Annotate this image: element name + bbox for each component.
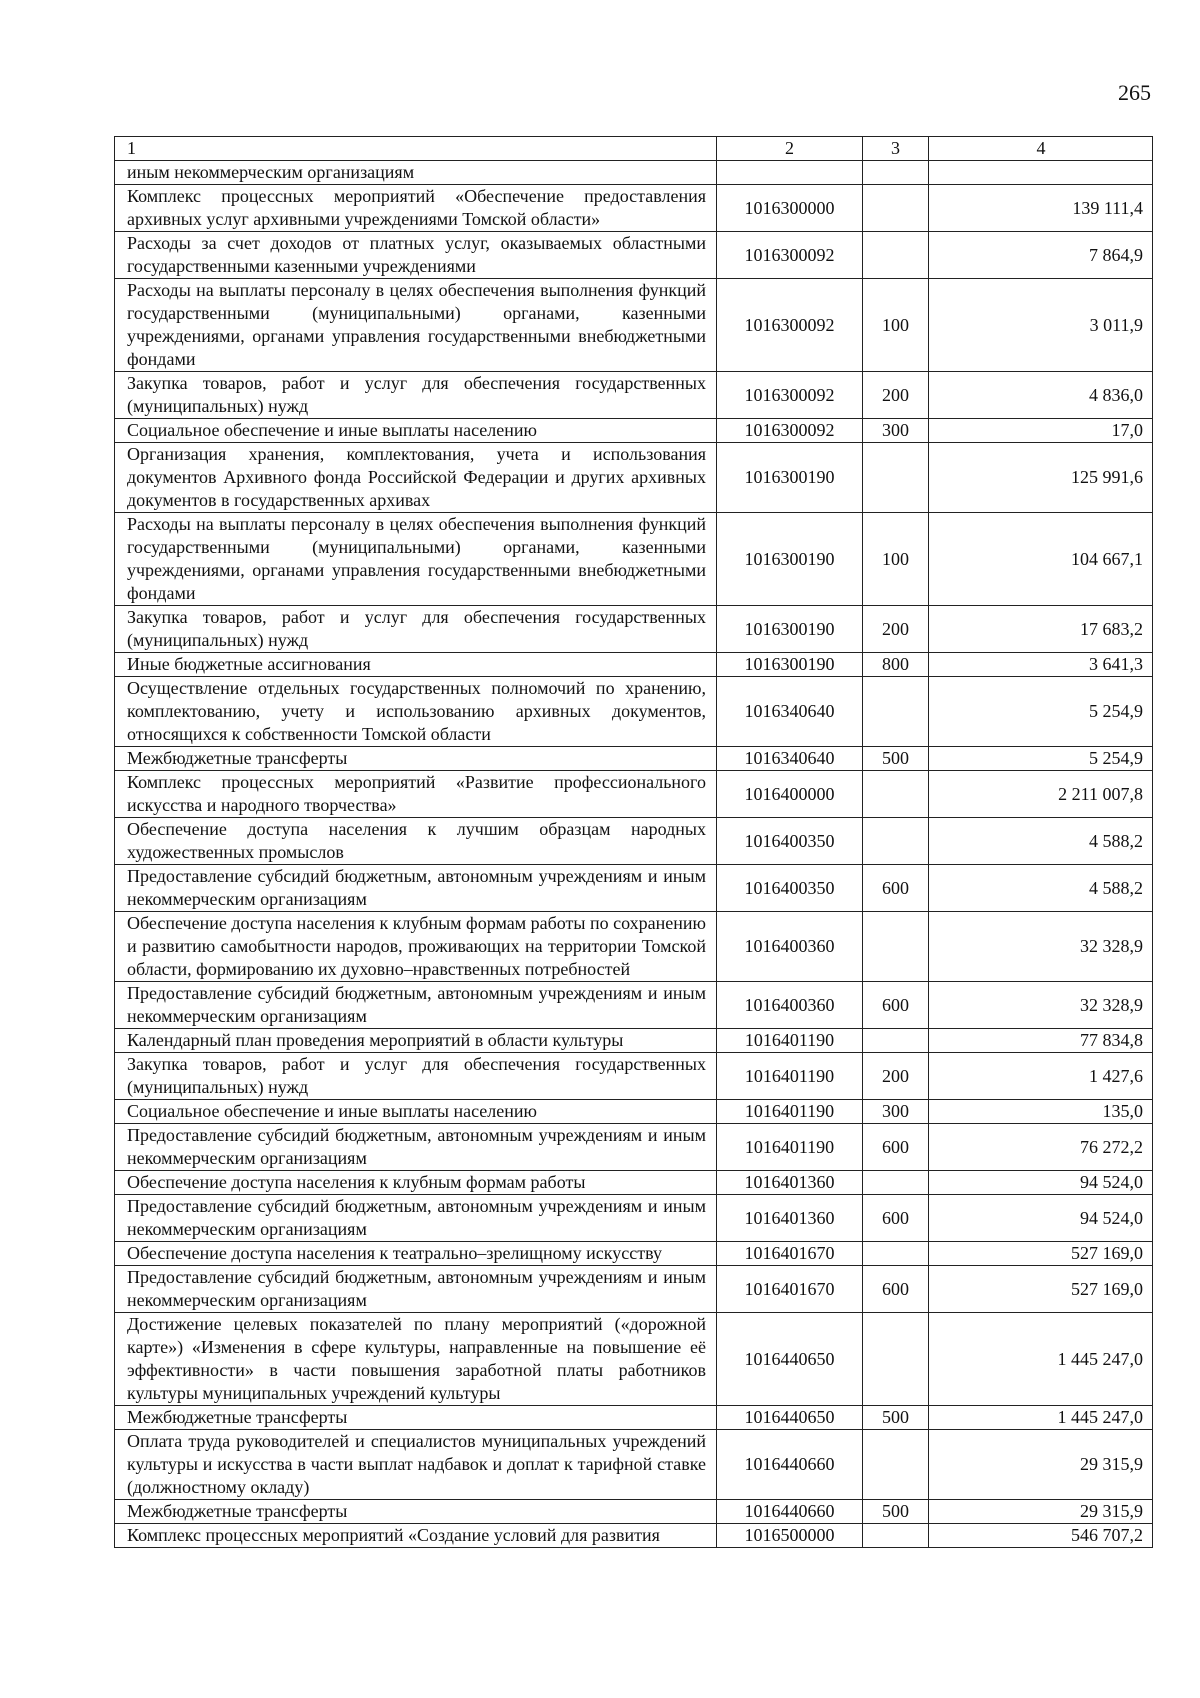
table-row (115, 747, 1153, 771)
item-name-cell: Оплата труда руководителей и специалистов муниципальных учреждений культуры и искусства в части выплат надбавок и доплат к тарифной ставке (должностному окладу) (115, 1430, 717, 1500)
table-row (115, 1124, 1153, 1171)
table-header-row (115, 137, 1153, 161)
item-name-cell: Расходы на выплаты персоналу в целях обеспечения выполнения функций государственными (муниципальными) органами, казенными учреждениями, органами управления государственными внебюджетными фондами (115, 513, 717, 606)
target-code-cell: 1016401190 (717, 1029, 863, 1053)
expense-type-cell: 300 (863, 419, 929, 443)
expense-type-cell: 100 (863, 513, 929, 606)
target-code-cell: 1016300190 (717, 513, 863, 606)
target-code-cell: 1016440650 (717, 1406, 863, 1430)
table-row (115, 982, 1153, 1029)
column-header-3: 3 (863, 137, 929, 161)
table-row (115, 1171, 1153, 1195)
amount-cell: 17 683,2 (929, 606, 1153, 653)
expense-type-cell: 100 (863, 279, 929, 372)
expense-type-cell (863, 1524, 929, 1548)
expense-type-cell (863, 1242, 929, 1266)
target-code-cell: 1016440660 (717, 1430, 863, 1500)
item-name-cell: Межбюджетные трансферты (115, 1500, 717, 1524)
item-name-cell: Календарный план проведения мероприятий в области культуры (115, 1029, 717, 1053)
target-code-cell: 1016300092 (717, 232, 863, 279)
expense-type-cell: 600 (863, 982, 929, 1029)
item-name-cell: Межбюджетные трансферты (115, 1406, 717, 1430)
target-code-cell: 1016401190 (717, 1100, 863, 1124)
amount-cell: 7 864,9 (929, 232, 1153, 279)
target-code-cell: 1016300092 (717, 372, 863, 419)
amount-cell: 32 328,9 (929, 912, 1153, 982)
table-row (115, 513, 1153, 606)
item-name-cell: Организация хранения, комплектования, учета и использования документов Архивного фонда Российской Федерации и других архивных документов в государственных архивах (115, 443, 717, 513)
table-row (115, 677, 1153, 747)
target-code-cell (717, 161, 863, 185)
amount-cell: 4 588,2 (929, 865, 1153, 912)
expense-type-cell: 200 (863, 606, 929, 653)
item-name-cell: Комплекс процессных мероприятий «Создание условий для развития (115, 1524, 717, 1548)
target-code-cell: 1016300000 (717, 185, 863, 232)
amount-cell: 5 254,9 (929, 747, 1153, 771)
table-row (115, 1524, 1153, 1548)
table-row (115, 912, 1153, 982)
item-name-cell: Социальное обеспечение и иные выплаты населению (115, 1100, 717, 1124)
target-code-cell: 1016300092 (717, 419, 863, 443)
amount-cell: 17,0 (929, 419, 1153, 443)
expense-type-cell: 500 (863, 747, 929, 771)
target-code-cell: 1016300190 (717, 443, 863, 513)
expense-type-cell: 600 (863, 865, 929, 912)
amount-cell: 3 641,3 (929, 653, 1153, 677)
target-code-cell: 1016401670 (717, 1266, 863, 1313)
column-header-4: 4 (929, 137, 1153, 161)
amount-cell: 527 169,0 (929, 1266, 1153, 1313)
amount-cell: 2 211 007,8 (929, 771, 1153, 818)
amount-cell: 76 272,2 (929, 1124, 1153, 1171)
item-name-cell: Обеспечение доступа населения к клубным формам работы (115, 1171, 717, 1195)
amount-cell: 1 427,6 (929, 1053, 1153, 1100)
item-name-cell: Обеспечение доступа населения к театрально–зрелищному искусству (115, 1242, 717, 1266)
column-header-2: 2 (717, 137, 863, 161)
target-code-cell: 1016340640 (717, 677, 863, 747)
amount-cell: 4 588,2 (929, 818, 1153, 865)
expense-type-cell (863, 232, 929, 279)
table-row (115, 865, 1153, 912)
table-row (115, 1053, 1153, 1100)
table-row (115, 1242, 1153, 1266)
table-row (115, 1313, 1153, 1406)
budget-table (114, 136, 1153, 1548)
expense-type-cell (863, 1171, 929, 1195)
target-code-cell: 1016340640 (717, 747, 863, 771)
item-name-cell: Расходы на выплаты персоналу в целях обеспечения выполнения функций государственными (муниципальными) органами, казенными учреждениями, органами управления государственными внебюджетными фондами (115, 279, 717, 372)
table-row (115, 1430, 1153, 1500)
table-row (115, 606, 1153, 653)
column-header-1: 1 (115, 137, 717, 161)
amount-cell: 546 707,2 (929, 1524, 1153, 1548)
table-row (115, 653, 1153, 677)
amount-cell: 139 111,4 (929, 185, 1153, 232)
target-code-cell: 1016401360 (717, 1195, 863, 1242)
expense-type-cell: 200 (863, 1053, 929, 1100)
amount-cell: 94 524,0 (929, 1195, 1153, 1242)
table-row (115, 1500, 1153, 1524)
item-name-cell: Закупка товаров, работ и услуг для обеспечения государственных (муниципальных) нужд (115, 1053, 717, 1100)
target-code-cell: 1016400360 (717, 912, 863, 982)
target-code-cell: 1016400350 (717, 818, 863, 865)
table-row (115, 1100, 1153, 1124)
item-name-cell: Предоставление субсидий бюджетным, автономным учреждениям и иным некоммерческим организациям (115, 1195, 717, 1242)
target-code-cell: 1016401190 (717, 1124, 863, 1171)
amount-cell: 29 315,9 (929, 1500, 1153, 1524)
expense-type-cell: 300 (863, 1100, 929, 1124)
item-name-cell: Осуществление отдельных государственных полномочий по хранению, комплектованию, учету и использованию архивных документов, относящихся к собственности Томской области (115, 677, 717, 747)
target-code-cell: 1016400000 (717, 771, 863, 818)
table-row (115, 279, 1153, 372)
item-name-cell: Обеспечение доступа населения к лучшим образцам народных художественных промыслов (115, 818, 717, 865)
item-name-cell: Предоставление субсидий бюджетным, автономным учреждениям и иным некоммерческим организациям (115, 865, 717, 912)
target-code-cell: 1016300092 (717, 279, 863, 372)
expense-type-cell (863, 1430, 929, 1500)
item-name-cell: Предоставление субсидий бюджетным, автономным учреждениям и иным некоммерческим организациям (115, 1266, 717, 1313)
item-name-cell: Комплекс процессных мероприятий «Развитие профессионального искусства и народного творчества» (115, 771, 717, 818)
expense-type-cell (863, 185, 929, 232)
item-name-cell: Предоставление субсидий бюджетным, автономным учреждениям и иным некоммерческим организациям (115, 982, 717, 1029)
item-name-cell: иным некоммерческим организациям (115, 161, 717, 185)
table-body (115, 161, 1153, 1548)
table-row (115, 771, 1153, 818)
amount-cell: 77 834,8 (929, 1029, 1153, 1053)
amount-cell: 32 328,9 (929, 982, 1153, 1029)
amount-cell: 94 524,0 (929, 1171, 1153, 1195)
item-name-cell: Закупка товаров, работ и услуг для обеспечения государственных (муниципальных) нужд (115, 372, 717, 419)
table-row (115, 185, 1153, 232)
target-code-cell: 1016400350 (717, 865, 863, 912)
expense-type-cell: 600 (863, 1266, 929, 1313)
expense-type-cell: 500 (863, 1500, 929, 1524)
target-code-cell: 1016500000 (717, 1524, 863, 1548)
item-name-cell: Закупка товаров, работ и услуг для обеспечения государственных (муниципальных) нужд (115, 606, 717, 653)
amount-cell: 5 254,9 (929, 677, 1153, 747)
table-row (115, 1266, 1153, 1313)
item-name-cell: Обеспечение доступа населения к клубным формам работы по сохранению и развитию самобытности народов, проживающих на территории Томской области, формированию их духовно–нравственных потребностей (115, 912, 717, 982)
expense-type-cell (863, 1313, 929, 1406)
expense-type-cell (863, 771, 929, 818)
table-row (115, 1195, 1153, 1242)
amount-cell: 1 445 247,0 (929, 1313, 1153, 1406)
item-name-cell: Иные бюджетные ассигнования (115, 653, 717, 677)
amount-cell: 135,0 (929, 1100, 1153, 1124)
item-name-cell: Расходы за счет доходов от платных услуг, оказываемых областными государственными казенными учреждениями (115, 232, 717, 279)
amount-cell (929, 161, 1153, 185)
expense-type-cell: 600 (863, 1124, 929, 1171)
amount-cell: 125 991,6 (929, 443, 1153, 513)
expense-type-cell: 800 (863, 653, 929, 677)
target-code-cell: 1016440660 (717, 1500, 863, 1524)
expense-type-cell (863, 443, 929, 513)
table-row (115, 419, 1153, 443)
table-row (115, 161, 1153, 185)
table-row (115, 443, 1153, 513)
target-code-cell: 1016300190 (717, 653, 863, 677)
amount-cell: 527 169,0 (929, 1242, 1153, 1266)
amount-cell: 29 315,9 (929, 1430, 1153, 1500)
expense-type-cell: 200 (863, 372, 929, 419)
expense-type-cell: 500 (863, 1406, 929, 1430)
table-row (115, 372, 1153, 419)
amount-cell: 104 667,1 (929, 513, 1153, 606)
amount-cell: 3 011,9 (929, 279, 1153, 372)
item-name-cell: Достижение целевых показателей по плану мероприятий («дорожной карте») «Изменения в сфере культуры, направленные на повышение её эффективности» в части повышения заработной платы работников культуры муниципальных учреждений культуры (115, 1313, 717, 1406)
table-row (115, 818, 1153, 865)
target-code-cell: 1016440650 (717, 1313, 863, 1406)
table-row (115, 232, 1153, 279)
table-row (115, 1029, 1153, 1053)
amount-cell: 4 836,0 (929, 372, 1153, 419)
expense-type-cell (863, 1029, 929, 1053)
expense-type-cell (863, 161, 929, 185)
item-name-cell: Комплекс процессных мероприятий «Обеспечение предоставления архивных услуг архивными учреждениями Томской области» (115, 185, 717, 232)
expense-type-cell (863, 677, 929, 747)
item-name-cell: Межбюджетные трансферты (115, 747, 717, 771)
target-code-cell: 1016401190 (717, 1053, 863, 1100)
expense-type-cell (863, 818, 929, 865)
expense-type-cell: 600 (863, 1195, 929, 1242)
target-code-cell: 1016400360 (717, 982, 863, 1029)
item-name-cell: Социальное обеспечение и иные выплаты населению (115, 419, 717, 443)
expense-type-cell (863, 912, 929, 982)
amount-cell: 1 445 247,0 (929, 1406, 1153, 1430)
table-row (115, 1406, 1153, 1430)
target-code-cell: 1016300190 (717, 606, 863, 653)
page-number: 265 (1118, 80, 1151, 105)
item-name-cell: Предоставление субсидий бюджетным, автономным учреждениям и иным некоммерческим организациям (115, 1124, 717, 1171)
target-code-cell: 1016401360 (717, 1171, 863, 1195)
target-code-cell: 1016401670 (717, 1242, 863, 1266)
